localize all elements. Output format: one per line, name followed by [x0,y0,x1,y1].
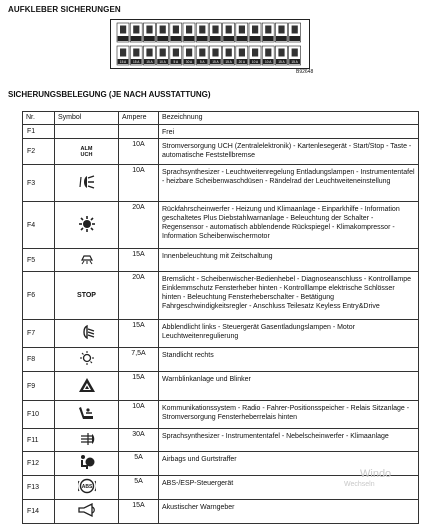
fuse-nr: F11 [23,429,55,452]
fuse-sticker-diagram [110,19,310,69]
sticker-symbol-icon [265,26,271,34]
fuse-ampere: 15A [119,249,159,272]
seat-memory-icon [78,405,96,421]
fuse-desc: ABS-/ESP-Steuergerät [159,476,419,500]
table-row [23,320,419,348]
fuse-nr: F13 [23,476,55,500]
sticker-amp-label: 15 A [278,60,285,64]
windows-watermark: Windo [360,468,392,480]
fuse-ampere: 30A [119,429,159,452]
fuse-ampere: 7,5A [119,348,159,372]
fuse-desc: Akustischer Warngeber [159,500,419,524]
sticker-amp-label: 20 A [238,60,245,64]
fog-lamp-icon [78,432,96,446]
sticker-amp-label: 15 A [119,60,127,64]
fuse-nr: F1 [23,125,55,139]
table-heading: SICHERUNGSBELEGUNG (JE NACH AUSSTATTUNG) [8,90,211,99]
table-row [23,139,419,165]
sticker-symbol-icon [120,26,126,34]
fuse-desc: Kommunikationssystem - Radio - Fahrer-Positionsspeicher - Relais Sitzanlage - Stromversorgung Fensterheberrelais hinten [159,401,419,429]
fuse-symbol [55,401,119,429]
sticker-symbol-icon [212,26,218,34]
fuse-desc: Sprachsynthesizer - Leuchtweitenregelung Entladungslampen - Instrumententafel - heizbare Scheibenwaschdüsen - Rändelrad der Leuchtweiteneinstellung [159,165,419,202]
fuse-symbol [55,476,119,500]
sticker-symbol-icon [133,49,139,57]
sticker-amp-label: 10 A [251,60,259,64]
fuse-ampere: 15A [119,320,159,348]
sticker-symbol-icon [278,26,284,34]
table-row [23,272,419,320]
fuse-ampere: 5A [119,452,159,476]
fuse-ampere: 10A [119,165,159,202]
fuse-ampere [119,125,159,139]
sticker-symbol-icon [212,49,218,57]
sticker-symbol-icon [199,26,205,34]
sticker-amp-label: 5 A [199,60,205,64]
sticker-symbol-icon [239,26,245,34]
sticker-symbol-icon [278,49,284,57]
sticker-symbol-icon [173,49,179,57]
fuse-nr: F8 [23,348,55,372]
fuse-ampere: 20A [119,272,159,320]
sticker-amp-band [236,36,247,41]
table-row [23,500,419,524]
fuse-ampere: 20A [119,202,159,249]
fuse-nr: F3 [23,165,55,202]
sticker-symbol-icon [186,26,192,34]
interior-lamp-icon [79,253,95,265]
fuse-symbol [55,249,119,272]
fuse-desc: Airbags und Gurtstraffer [159,452,419,476]
col-desc: Bezeichnung [159,112,419,125]
fuse-ampere: 10A [119,139,159,165]
fuse-symbol [55,125,119,139]
sticker-amp-band [289,36,300,41]
sticker-amp-label: 10 A [265,60,272,64]
fuse-symbol [55,372,119,401]
fuse-symbol [55,272,119,320]
sticker-symbol-icon [226,26,232,34]
sticker-amp-band [184,36,195,41]
table-row [23,125,419,139]
sticker-amp-band [276,36,287,41]
fuse-table [22,111,419,524]
sticker-amp-label: 15 A [212,60,219,64]
windows-watermark-sub: Wechseln [344,481,375,488]
sticker-amp-band [157,36,168,41]
fuse-symbol [55,429,119,452]
col-symbol: Symbol [55,112,119,125]
sticker-amp-band [197,36,208,41]
fuse-symbol [55,165,119,202]
sticker-symbol-icon [186,49,192,57]
fuse-ampere: 15A [119,500,159,524]
sticker-symbol-icon [120,49,126,57]
col-ampere: Ampere [119,112,159,125]
fuse-desc: Standlicht rechts [159,348,419,372]
sticker-symbol-icon [146,49,152,57]
fuse-desc: Sprachsynthesizer - Instrumententafel - Nebelscheinwerfer - Klimaanlage [159,429,419,452]
fuse-sticker-icon [110,19,310,69]
horn-icon [78,503,96,517]
sticker-amp-label: 15 A [133,60,140,64]
sticker-heading: AUFKLEBER SICHERUNGEN [8,5,121,14]
headlamp-level-icon [78,174,96,190]
sticker-symbol-icon [226,49,232,57]
fuse-nr: F4 [23,202,55,249]
fuse-desc: Stromversorgung UCH (Zentralelektronik) - Kartenlesegerät - Start/Stop - Taste - automatische Feststellbremse [159,139,419,165]
fuse-desc: Frei [159,125,419,139]
sticker-amp-label: 30 A [185,60,193,64]
fuse-symbol [55,320,119,348]
sticker-symbol-icon [252,26,258,34]
fuse-desc: Bremslicht - Scheibenwischer-Bedienhebel - Diagnoseanschluss - Kontrolllampe Einklemmschutz Fensterheber hinten - Kontrolllampe elektrische Schlösser hinten - Beleuchtung Fensterheberschalter - Betätigung Fahrgeschwindigkeitsregler - Anschluss Teilesatz Keyless Entry&Drive [159,272,419,320]
abs-label: ABS [81,484,92,490]
fuse-nr: F12 [23,452,55,476]
table-row [23,348,419,372]
fuse-nr: F7 [23,320,55,348]
sticker-amp-label: 15 A [146,60,153,64]
low-beam-icon [78,324,96,340]
fuse-desc: Rückfahrscheinwerfer - Heizung und Klimaanlage - Einparkhilfe - Information geschaltetes Plus Diebstahlwarnanlage - Beleuchtung der Schalter - Regensensor - automatisch abblendende Rückspiegel - Klimakompressor - Information Scheibenwischermotor [159,202,419,249]
fuse-symbol [55,202,119,249]
fuse-ampere: 10A [119,401,159,429]
fuse-nr: F9 [23,372,55,401]
fuse-desc: Warnblinkanlage und Blinker [159,372,419,401]
table-row [23,249,419,272]
col-nr: Nr. [23,112,55,125]
fuse-nr: F10 [23,401,55,429]
stop-label: STOP [77,292,96,299]
sticker-amp-band [263,36,274,41]
sticker-code: B92648 [296,69,314,75]
airbag-icon [78,454,96,470]
sticker-symbol-icon [173,26,179,34]
table-row [23,202,419,249]
sticker-amp-label: 15 A [225,60,232,64]
sticker-amp-label: 5 A [173,60,179,64]
hazard-triangle-icon [78,377,96,393]
sticker-amp-band [144,36,155,41]
fuse-symbol [55,139,119,165]
fuse-desc: Abblendlicht links - Steuergerät Gasentladungslampen - Motor Leuchtweitenregulierung [159,320,419,348]
sticker-symbol-icon [160,26,166,34]
table-row [23,429,419,452]
sticker-amp-label: 15 A [291,60,298,64]
fuse-ampere: 15A [119,372,159,401]
table-row [23,165,419,202]
sticker-symbol-icon [292,26,298,34]
sticker-symbol-icon [265,49,271,57]
sticker-symbol-icon [146,26,152,34]
sticker-amp-band [118,36,129,41]
fuse-symbol [55,452,119,476]
sticker-amp-band [223,36,234,41]
table-row [23,401,419,429]
fuse-nr: F14 [23,500,55,524]
fuse-nr: F2 [23,139,55,165]
fuse-nr: F5 [23,249,55,272]
sticker-amp-band [210,36,221,41]
fuse-ampere: 5A [119,476,159,500]
table-row [23,372,419,401]
sticker-symbol-icon [199,49,205,57]
sticker-symbol-icon [239,49,245,57]
fuse-desc: Innenbeleuchtung mit Zeitschaltung [159,249,419,272]
sticker-symbol-icon [133,26,139,34]
fuse-symbol [55,500,119,524]
sticker-symbol-icon [252,49,258,57]
sticker-amp-band [250,36,261,41]
heater-fan-icon [79,216,95,232]
sticker-symbol-icon [292,49,298,57]
fuse-symbol [55,348,119,372]
abs-icon [78,478,96,494]
sticker-symbol-icon [160,49,166,57]
alm-uch-label: ALM UCH [80,145,93,158]
side-light-icon [78,350,96,366]
sticker-amp-label: 10 A [159,60,166,64]
table-header-row [23,112,419,125]
fuse-nr: F6 [23,272,55,320]
sticker-amp-band [131,36,142,41]
sticker-amp-band [170,36,181,41]
